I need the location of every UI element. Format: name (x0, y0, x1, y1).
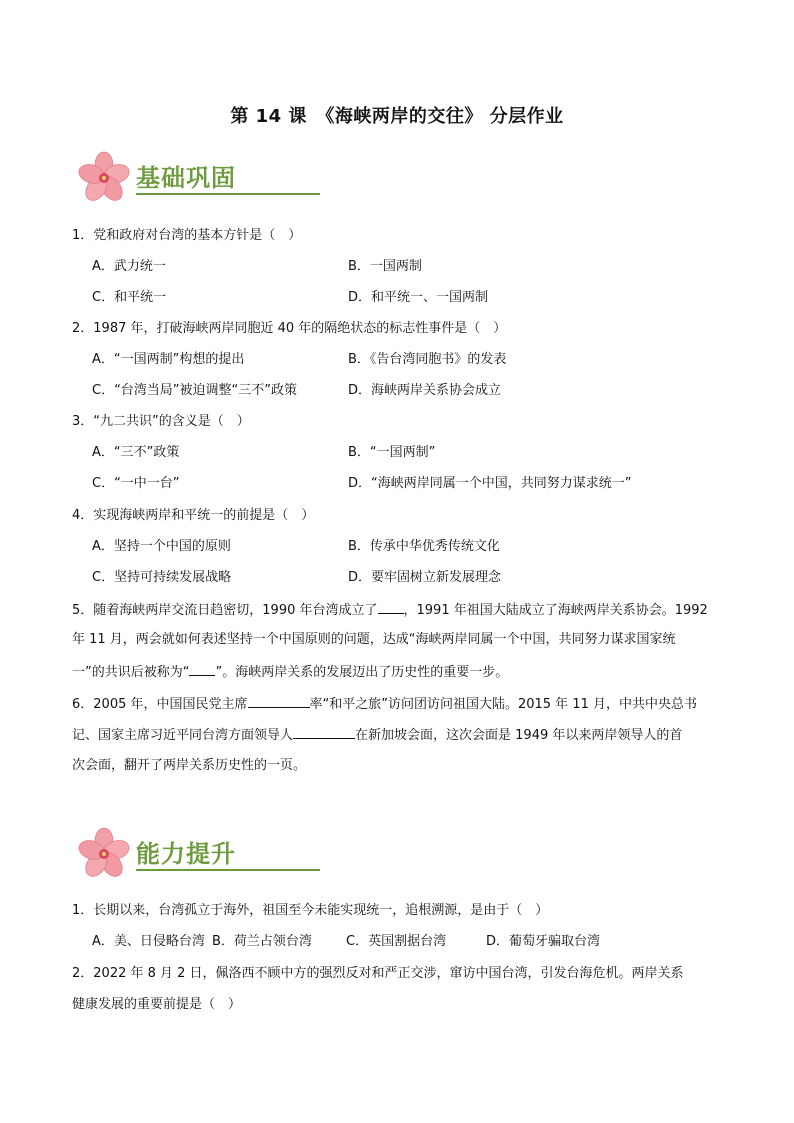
flower-icon (76, 150, 136, 206)
question-option: B．一国两制 (348, 259, 422, 274)
section-heading-basic: 基础巩固 (136, 164, 236, 192)
question-5-line-1 (72, 601, 708, 619)
question-6-line-2 (72, 726, 682, 744)
section-header-advanced (76, 826, 376, 882)
question-option: D．要牢固树立新发展理念 (348, 570, 502, 585)
question-option: C．英国割据台湾 (346, 934, 447, 949)
question-option: A．坚持一个中国的原则 (92, 539, 231, 554)
question-5-line-2: 年 11 月，两会就如何表述坚持一个中国原则的问题，达成“海峡两岸同属一个中国，共同努力谋求国家统 (72, 632, 676, 647)
text-segment: 一”的共识后被称为“ (72, 665, 190, 680)
question-option: B．“一国两制” (348, 445, 436, 460)
question-option: D．和平统一、一国两制 (348, 290, 489, 305)
text-segment: 5．随着海峡两岸交流日趋密切，1990 年台湾成立了 (72, 603, 378, 618)
question-option: C．“一中一台” (92, 476, 180, 491)
text-segment: ”。海峡两岸关系的发展迈出了历史性的重要一步。 (215, 665, 509, 680)
answer-blank[interactable] (378, 601, 404, 614)
flower-icon (76, 826, 136, 882)
question-option: A．武力统一 (92, 259, 166, 274)
answer-blank[interactable] (189, 663, 215, 676)
section-underline (136, 869, 320, 871)
question-6-line-1 (72, 695, 697, 713)
question-option: B．荷兰占领台湾 (212, 934, 312, 949)
page-title: 第 14 课 《海峡两岸的交往》 分层作业 (230, 106, 564, 127)
answer-blank[interactable] (248, 695, 310, 708)
question-stem: 4．实现海峡两岸和平统一的前提是（ ） (72, 508, 315, 523)
question-stem: 1．长期以来，台湾孤立于海外，祖国至今未能实现统一，追根溯源，是由于（ ） (72, 903, 549, 918)
question-stem: 2．1987 年，打破海峡两岸同胞近 40 年的隔绝状态的标志性事件是（ ） (72, 321, 507, 336)
text-segment: 率“和平之旅”访问团访问祖国大陆。2015 年 11 月，中共中央总书 (309, 697, 697, 712)
question-option: D．葡萄牙骗取台湾 (486, 934, 601, 949)
text-segment: 记、国家主席习近平同台湾方面领导人 (72, 728, 294, 743)
question-option: D．海峡两岸关系协会成立 (348, 383, 502, 398)
question-6-line-3: 次会面，翻开了两岸关系历史性的一页。 (72, 758, 307, 773)
question-option: A．美、日侵略台湾 (92, 934, 205, 949)
question-option: A．“一国两制”构想的提出 (92, 352, 245, 367)
answer-blank[interactable] (293, 726, 355, 739)
question-option: B．传承中华优秀传统文化 (348, 539, 500, 554)
question-stem: 3．“九二共识”的含义是（ ） (72, 414, 250, 429)
question-stem-line-1: 2．2022 年 8 月 2 日，佩洛西不顾中方的强烈反对和严正交涉，窜访中国台湾，引发台海危机。两岸关系 (72, 966, 684, 981)
question-5-line-3 (72, 663, 508, 681)
question-stem: 1．党和政府对台湾的基本方针是（ ） (72, 228, 302, 243)
question-option: B．《告台湾同胞书》的发表 (348, 352, 507, 367)
section-underline (136, 193, 320, 195)
text-segment: 在新加坡会面，这次会面是 1949 年以来两岸领导人的首 (355, 728, 683, 743)
section-heading-advanced: 能力提升 (136, 840, 236, 868)
text-segment: 6．2005 年，中国国民党主席 (72, 697, 248, 712)
question-option: C．坚持可持续发展战略 (92, 570, 232, 585)
question-option: C．“台湾当局”被迫调整“三不”政策 (92, 383, 298, 398)
question-option: A．“三不”政策 (92, 445, 180, 460)
question-stem-line-2: 健康发展的重要前提是（ ） (72, 997, 242, 1012)
section-header-basic (76, 150, 376, 206)
question-option: D．“海峡两岸同属一个中国，共同努力谋求统一” (348, 476, 632, 491)
text-segment: ，1991 年祖国大陆成立了海峡两岸关系协会。1992 (403, 603, 708, 618)
question-option: C．和平统一 (92, 290, 167, 305)
